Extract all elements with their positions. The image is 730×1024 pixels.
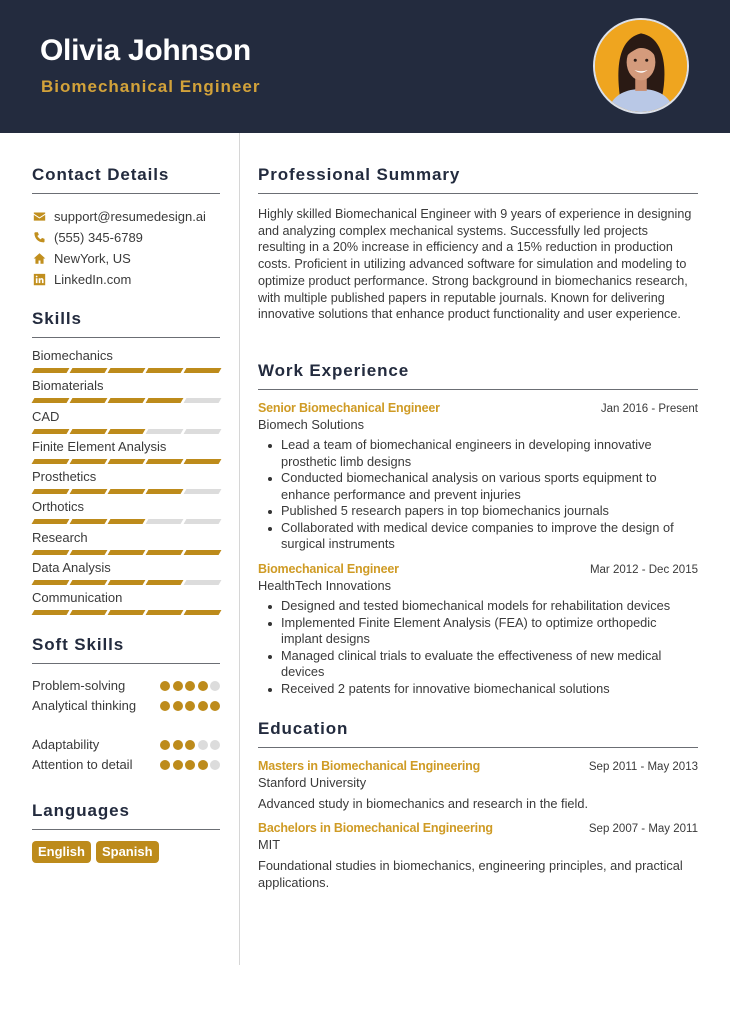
skill-level-segment xyxy=(32,519,70,524)
soft-skills-section xyxy=(32,635,220,775)
skill-level-segment xyxy=(184,368,222,373)
section-heading-education: Education xyxy=(258,719,698,748)
section-heading-contact: Contact Details xyxy=(32,165,220,194)
main-content xyxy=(258,133,698,891)
skill-name: Biomaterials xyxy=(32,378,104,394)
skill-level-segment xyxy=(184,489,222,494)
skill-level-segment xyxy=(32,398,70,403)
degree-title: Masters in Biomechanical Engineering xyxy=(258,758,481,773)
rating-dot xyxy=(185,681,195,691)
skill-level-segment xyxy=(146,580,184,585)
sidebar xyxy=(32,133,220,863)
skill-level-segment xyxy=(32,429,70,434)
rating-dot xyxy=(185,740,195,750)
skill-name: Data Analysis xyxy=(32,560,111,576)
skill-item xyxy=(32,378,220,408)
education-entry xyxy=(258,821,698,891)
skill-level-segment xyxy=(70,459,108,464)
soft-skill-rating xyxy=(160,740,220,750)
skill-level-segment xyxy=(70,489,108,494)
skill-level-segment xyxy=(146,550,184,555)
linkedin-icon xyxy=(32,273,46,287)
skill-level-segment xyxy=(146,519,184,524)
skill-level-segment xyxy=(108,459,146,464)
skill-level-segment xyxy=(108,398,146,403)
skill-level-segment xyxy=(32,580,70,585)
rating-dot xyxy=(160,740,170,750)
job-entry xyxy=(258,562,698,698)
skill-item xyxy=(32,409,220,439)
skill-item xyxy=(32,469,220,499)
skill-level-segment xyxy=(146,398,184,403)
skill-level-segment xyxy=(32,489,70,494)
school-name: MIT xyxy=(258,837,281,853)
skill-level-segment xyxy=(32,550,70,555)
education-description: Advanced study in biomechanics and research in the field. xyxy=(258,795,589,811)
skill-level-segment xyxy=(108,580,146,585)
skill-level-bar xyxy=(32,519,220,524)
rating-dot xyxy=(185,701,195,711)
skill-name: Communication xyxy=(32,590,123,606)
contact-linkedin-text: LinkedIn.com xyxy=(54,272,132,287)
skill-level-bar xyxy=(32,429,220,434)
skill-level-segment xyxy=(70,429,108,434)
education-entry xyxy=(258,759,698,813)
skill-level-segment xyxy=(70,519,108,524)
skill-level-segment xyxy=(184,429,222,434)
skill-level-segment xyxy=(108,429,146,434)
skill-item xyxy=(32,499,220,529)
rating-dot xyxy=(173,740,183,750)
home-icon xyxy=(32,252,46,266)
skill-level-segment xyxy=(108,519,146,524)
soft-skill-name: Adaptability xyxy=(32,737,100,753)
skill-level-segment xyxy=(70,550,108,555)
soft-skill-rating xyxy=(160,760,220,770)
soft-skill-item xyxy=(32,676,220,696)
education-date: Sep 2011 - May 2013 xyxy=(588,760,698,773)
skill-level-segment xyxy=(70,580,108,585)
skill-level-segment xyxy=(70,610,108,615)
column-divider xyxy=(239,133,240,965)
skill-item xyxy=(32,590,220,620)
soft-skill-name: Attention to detail xyxy=(32,757,133,773)
skill-level-segment xyxy=(184,398,222,403)
skill-level-segment xyxy=(32,459,70,464)
job-date: Jan 2016 - Present xyxy=(600,402,698,415)
skill-name: Finite Element Analysis xyxy=(32,438,167,454)
skill-level-bar xyxy=(32,398,220,403)
rating-dot xyxy=(160,760,170,770)
rating-dot xyxy=(173,701,183,711)
rating-dot xyxy=(210,701,220,711)
summary-text: Highly skilled Biomechanical Engineer with 9 years of experience in designing and analyzing complex mechanical systems. Successfully led projects resulting in a 20% increase in efficiency and a 15% reduction in production costs. Proficient in utilizing advanced software for simulation and modeling to optimize product performance. Strong background in biomechanics research, with multiple published papers in reputable journals. Known for delivering innovative solutions that enhance product functionality and user experience. xyxy=(258,207,692,322)
soft-skill-rating xyxy=(160,681,220,691)
contact-location xyxy=(32,248,220,269)
job-bullet: Received 2 patents for innovative biomechanical solutions xyxy=(258,681,698,698)
resume-header xyxy=(0,0,730,133)
skill-level-segment xyxy=(146,459,184,464)
rating-dot xyxy=(173,681,183,691)
job-bullet: Collaborated with medical device companies to improve the design of surgical instruments xyxy=(258,520,698,553)
skill-level-segment xyxy=(70,398,108,403)
skill-level-segment xyxy=(184,519,222,524)
job-bullets xyxy=(258,437,698,553)
rating-dot xyxy=(198,701,208,711)
job-bullets xyxy=(258,598,698,698)
rating-dot xyxy=(173,760,183,770)
school-name: Stanford University xyxy=(258,774,367,790)
phone-icon xyxy=(32,231,46,245)
skill-level-segment xyxy=(184,459,222,464)
rating-dot xyxy=(185,760,195,770)
skill-item xyxy=(32,560,220,590)
skill-level-segment xyxy=(146,610,184,615)
profile-photo-illustration xyxy=(595,20,687,112)
job-company: Biomech Solutions xyxy=(258,416,364,432)
job-company: HealthTech Innovations xyxy=(258,578,392,594)
skill-level-bar xyxy=(32,580,220,585)
contact-list xyxy=(32,206,220,290)
degree-title: Bachelors in Biomechanical Engineering xyxy=(258,821,493,836)
rating-dot xyxy=(210,740,220,750)
language-tags xyxy=(32,841,220,863)
skill-level-bar xyxy=(32,368,220,373)
skill-level-bar xyxy=(32,459,220,464)
skill-item xyxy=(32,530,220,560)
rating-dot xyxy=(198,740,208,750)
envelope-icon xyxy=(32,210,46,224)
job-entry xyxy=(258,401,698,553)
contact-location-text: NewYork, US xyxy=(54,251,131,266)
soft-skill-item xyxy=(32,735,220,755)
job-title: Biomechanical Engineer xyxy=(258,562,399,577)
skill-level-bar xyxy=(32,550,220,555)
job-title: Senior Biomechanical Engineer xyxy=(258,400,440,415)
soft-skills-list xyxy=(32,676,220,775)
skill-level-segment xyxy=(32,610,70,615)
skill-level-segment xyxy=(108,489,146,494)
skill-level-segment xyxy=(70,368,108,373)
candidate-name: Olivia Johnson xyxy=(40,34,251,67)
section-heading-summary: Professional Summary xyxy=(258,165,698,194)
skill-name: Orthotics xyxy=(32,499,85,515)
education-description: Foundational studies in biomechanics, engineering principles, and practical applications. xyxy=(258,858,683,890)
skill-level-segment xyxy=(108,550,146,555)
contact-phone-text: (555) 345-6789 xyxy=(54,230,143,245)
section-heading-languages: Languages xyxy=(32,801,220,830)
experience-section xyxy=(258,361,698,698)
contact-section xyxy=(32,165,220,290)
skill-item xyxy=(32,439,220,469)
rating-dot xyxy=(210,681,220,691)
rating-dot xyxy=(160,681,170,691)
job-date: Mar 2012 - Dec 2015 xyxy=(589,564,698,577)
job-bullet: Conducted biomechanical analysis on various sports equipment to enhance performance and prevent injuries xyxy=(258,470,698,503)
section-heading-soft-skills: Soft Skills xyxy=(32,635,220,664)
skill-level-segment xyxy=(146,489,184,494)
soft-skill-name: Problem-solving xyxy=(32,678,126,694)
skill-level-segment xyxy=(32,368,70,373)
skill-name: Biomechanics xyxy=(32,348,113,363)
job-bullet: Implemented Finite Element Analysis (FEA) to optimize orthopedic implant designs xyxy=(258,615,698,648)
job-bullet: Managed clinical trials to evaluate the effectiveness of new medical devices xyxy=(258,648,698,681)
skill-level-segment xyxy=(184,550,222,555)
soft-skill-name: Analytical thinking xyxy=(32,698,137,714)
education-date: Sep 2007 - May 2011 xyxy=(588,823,698,836)
rating-dot xyxy=(198,681,208,691)
skill-item xyxy=(32,348,220,378)
skill-name: Prosthetics xyxy=(32,469,97,485)
languages-section xyxy=(32,801,220,863)
skill-name: Research xyxy=(32,529,88,545)
rating-dot xyxy=(160,701,170,711)
candidate-title: Biomechanical Engineer xyxy=(41,77,261,96)
contact-email[interactable] xyxy=(32,206,220,227)
skill-level-bar xyxy=(32,489,220,494)
language-tag-english: English xyxy=(32,841,91,863)
section-heading-experience: Work Experience xyxy=(258,361,698,390)
contact-phone[interactable] xyxy=(32,227,220,248)
language-tag-spanish: Spanish xyxy=(96,841,159,863)
skills-list xyxy=(32,348,220,621)
contact-email-text: support@resumedesign.ai xyxy=(54,209,206,224)
skills-section xyxy=(32,309,220,621)
profile-photo xyxy=(593,18,689,114)
skill-level-segment xyxy=(108,368,146,373)
job-bullet: Designed and tested biomechanical models for rehabilitation devices xyxy=(258,598,698,615)
contact-linkedin[interactable] xyxy=(32,269,220,290)
skill-level-segment xyxy=(108,610,146,615)
job-bullet: Lead a team of biomechanical engineers in developing innovative prosthetic limb designs xyxy=(258,437,698,470)
skill-level-segment xyxy=(146,368,184,373)
skill-level-segment xyxy=(146,429,184,434)
skill-level-bar xyxy=(32,610,220,615)
rating-dot xyxy=(210,760,220,770)
education-section xyxy=(258,719,698,892)
soft-skill-item xyxy=(32,696,220,716)
soft-skill-rating xyxy=(160,701,220,711)
rating-dot xyxy=(198,760,208,770)
summary-section xyxy=(258,165,698,323)
skill-name: CAD xyxy=(32,408,60,424)
skill-level-segment xyxy=(184,610,222,615)
job-bullet: Published 5 research papers in top biomechanics journals xyxy=(258,503,698,520)
section-heading-skills: Skills xyxy=(32,309,220,338)
skill-level-segment xyxy=(184,580,222,585)
soft-skill-item xyxy=(32,755,220,775)
